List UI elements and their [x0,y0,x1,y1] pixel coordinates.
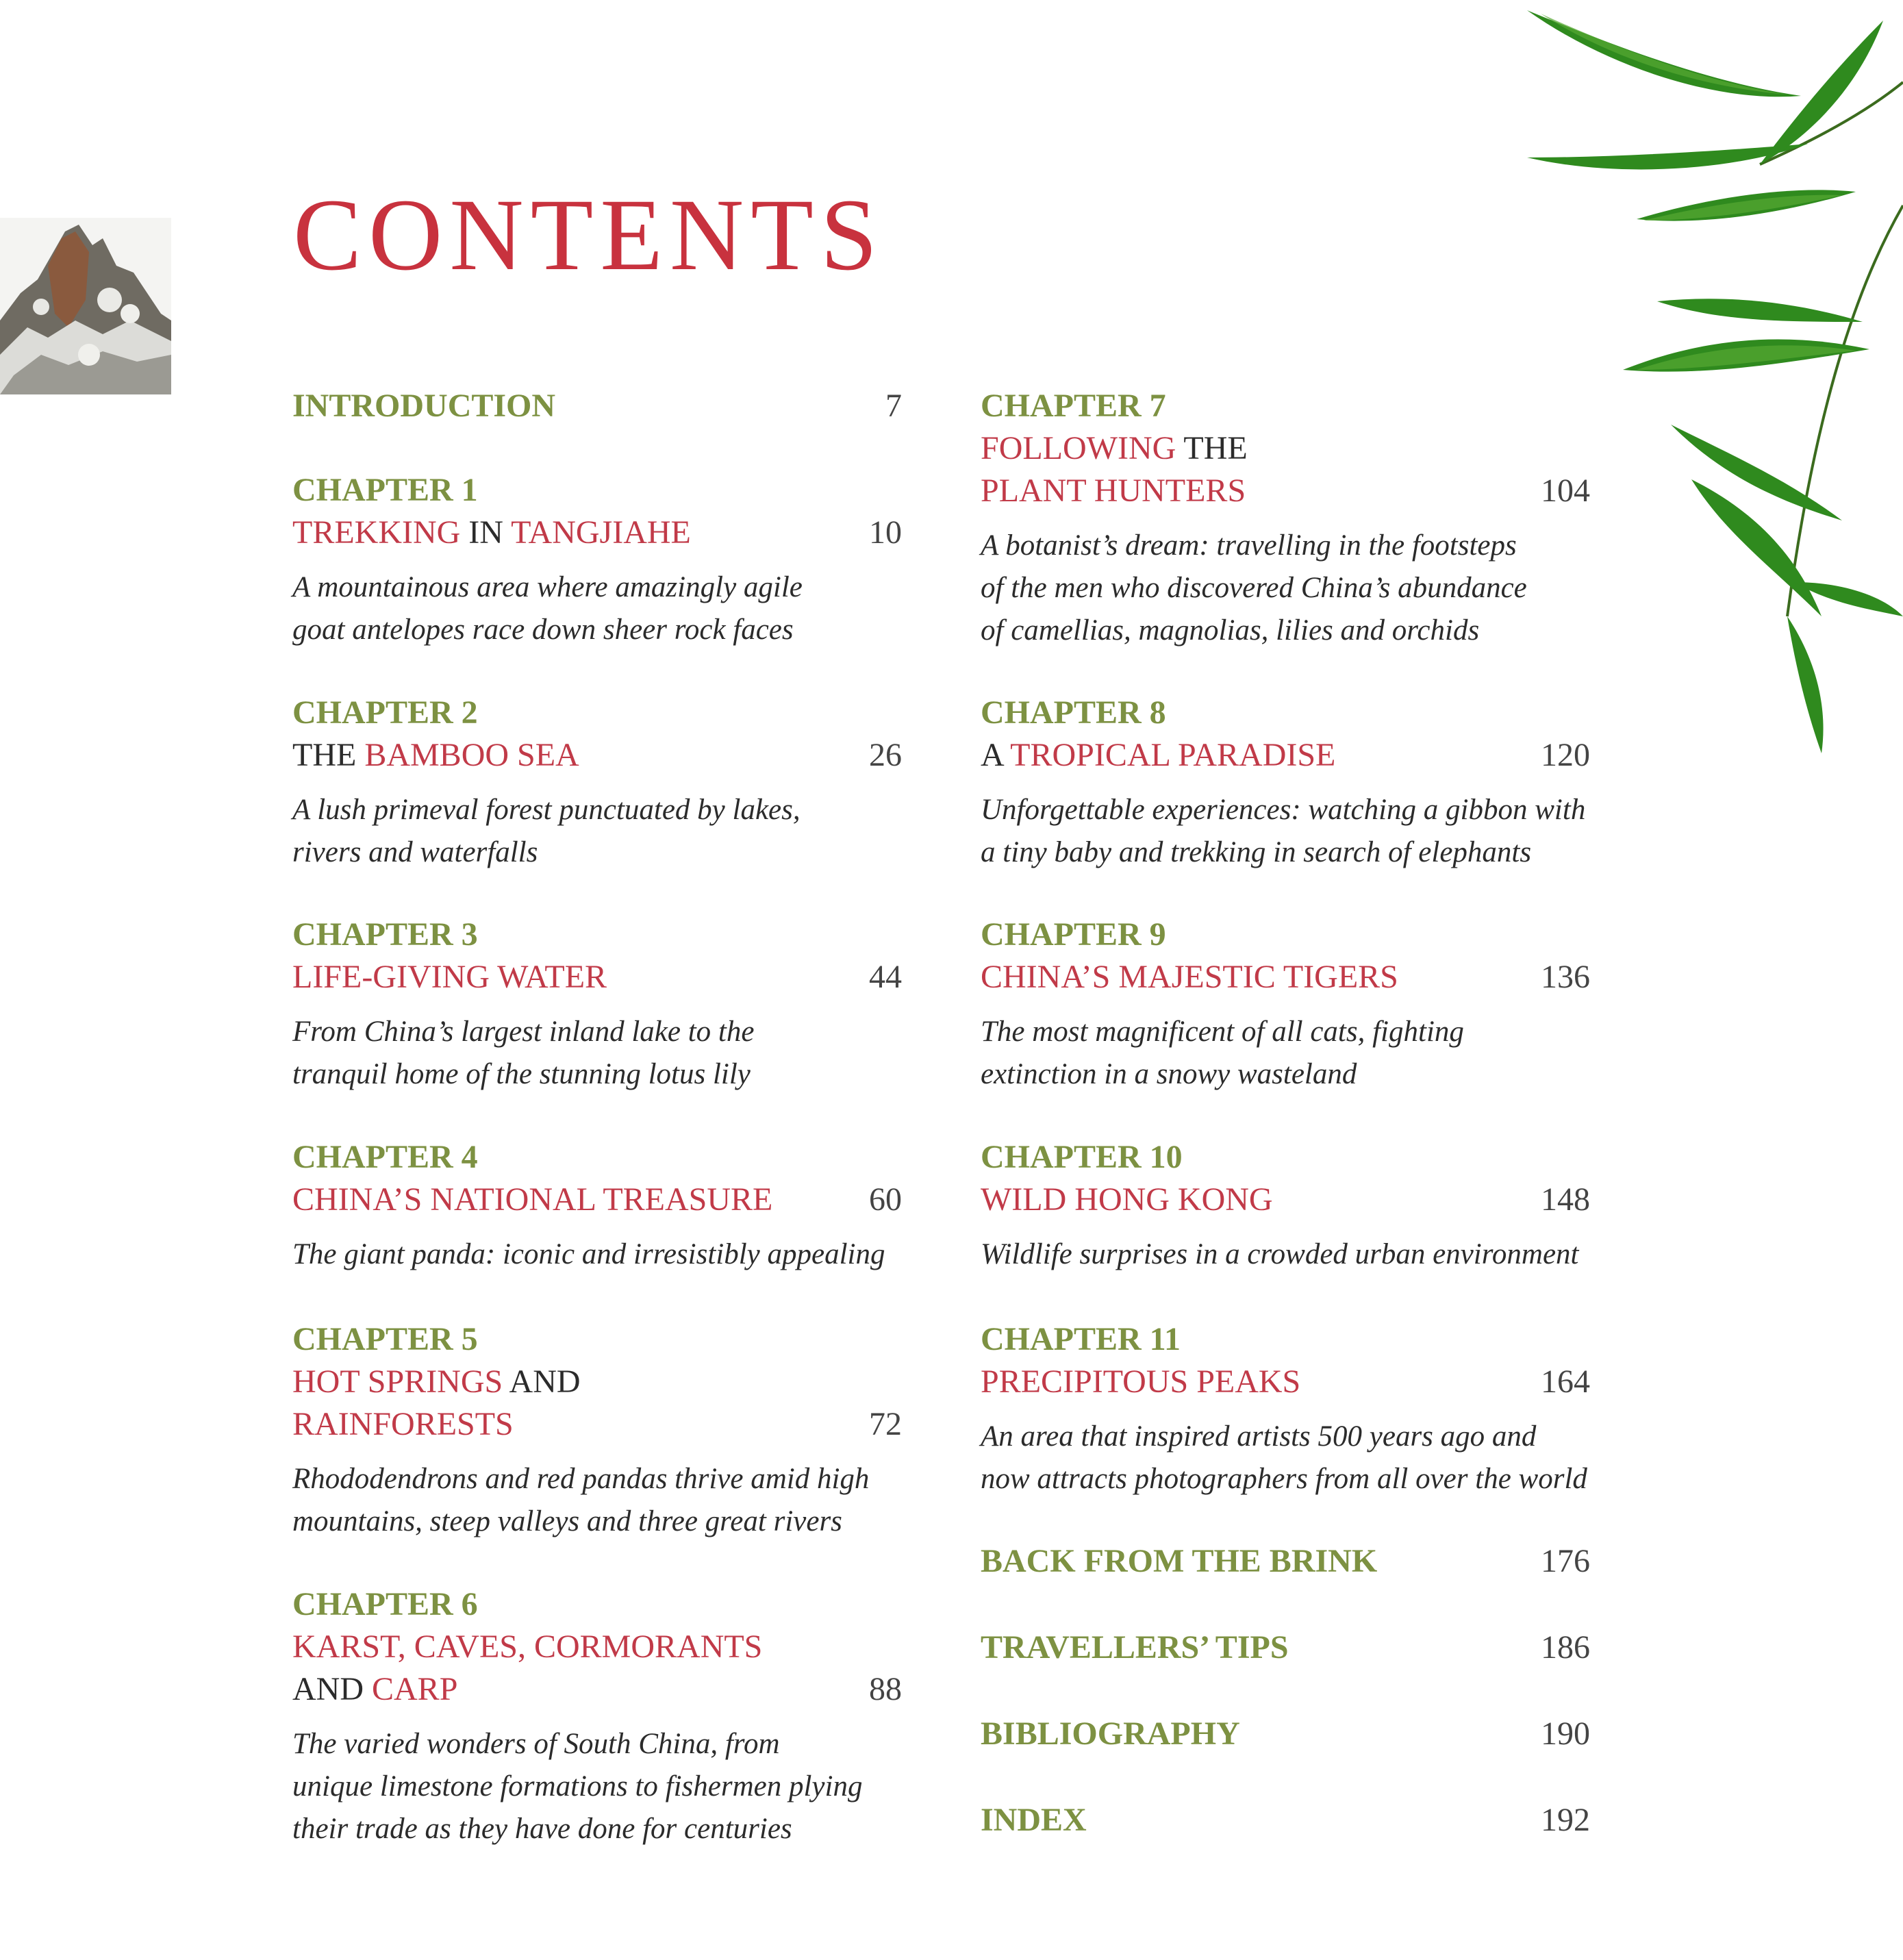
chapter-label: CHAPTER 11 [981,1321,1181,1357]
description-line: mountains, steep valleys and three great rivers [292,1505,842,1537]
chapter-label: CHAPTER 8 [981,694,1166,731]
chapter-description [981,789,1590,874]
title-part: PLANT HUNTERS [981,473,1246,509]
entry-label: BIBLIOGRAPHY [981,1716,1240,1752]
description-line: An area that inspired artists 500 years ago and [981,1420,1537,1453]
toc-entry-chapter-11[interactable] [981,1318,1590,1500]
page-number: 190 [1541,1716,1590,1752]
entry-label: TRAVELLERS’ TIPS [981,1629,1289,1666]
chapter-description [292,1723,902,1850]
chapter-label: CHAPTER 6 [292,1586,478,1622]
description-line: goat antelopes race down sheer rock faces [292,614,794,646]
description-line: The varied wonders of South China, from [292,1728,780,1760]
chapter-description [981,1011,1590,1096]
toc-entry-back-from-the-brink[interactable] [981,1540,1590,1583]
page-number: 148 [1541,1181,1590,1218]
page-number: 176 [1541,1543,1590,1579]
description-line: their trade as they have done for centuries [292,1813,792,1845]
title-part: PRECIPITOUS PEAKS [981,1364,1301,1400]
description-line: A mountainous area where amazingly agile [292,571,803,603]
title-part: THE [292,737,365,773]
chapter-label: CHAPTER 10 [981,1139,1183,1175]
toc-entry-chapter-10[interactable] [981,1136,1590,1276]
entry-label: INTRODUCTION [292,388,556,424]
chapter-description [292,789,902,874]
title-part: BAMBOO SEA [364,737,579,773]
title-part: AND [292,1671,372,1707]
chapter-title [981,956,1590,998]
title-part: RAINFORESTS [292,1406,514,1442]
title-part: CHINA’S MAJESTIC TIGERS [981,959,1398,995]
title-part: TROPICAL PARADISE [1010,737,1336,773]
toc-entry-index[interactable] [981,1799,1590,1842]
title-part: CARP [372,1671,458,1707]
chapter-label: CHAPTER 3 [292,916,478,953]
description-line: a tiny baby and trekking in search of elephants [981,836,1532,868]
toc-entry-chapter-6[interactable] [292,1583,902,1850]
description-line: The most magnificent of all cats, fighting [981,1016,1464,1048]
page-number: 88 [869,1671,902,1707]
description-line: rivers and waterfalls [292,836,538,868]
chapter-title [292,1179,902,1221]
chapter-description [981,525,1590,652]
toc-entry-chapter-9[interactable] [981,914,1590,1096]
title-part: KARST, CAVES, CORMORANTS [292,1629,763,1665]
page-number: 7 [885,388,902,424]
toc-entry-chapter-2[interactable] [292,692,902,874]
chapter-title [292,1626,902,1711]
chapter-description [292,1458,902,1543]
description-line: of the men who discovered China’s abundance [981,572,1527,604]
title-part: AND [503,1364,581,1400]
description-line: tranquil home of the stunning lotus lily [292,1058,751,1090]
page-number: 136 [1541,959,1590,995]
entry-label: INDEX [981,1802,1087,1838]
title-part: IN [460,514,512,551]
chapter-title [292,512,902,554]
title-part: THE [1176,430,1248,466]
page-number: 192 [1541,1802,1590,1838]
description-line: Unforgettable experiences: watching a gibbon with [981,794,1586,826]
mountain-photo [0,218,171,394]
chapter-description [981,1233,1590,1276]
description-line: now attracts photographers from all over the world [981,1463,1587,1495]
chapter-description [292,566,902,651]
description-line: of camellias, magnolias, lilies and orchids [981,614,1480,646]
title-part: CHINA’S NATIONAL TREASURE [292,1181,773,1218]
title-part: TREKKING [292,514,461,551]
description-line: A lush primeval forest punctuated by lakes, [292,794,801,826]
page-number: 10 [869,514,902,551]
toc-entry-chapter-4[interactable] [292,1136,902,1276]
chapter-description [981,1416,1590,1500]
toc-entry-travellers-tips[interactable] [981,1626,1590,1669]
chapter-label: CHAPTER 4 [292,1139,478,1175]
chapter-label: CHAPTER 9 [981,916,1166,953]
page-title: CONTENTS [293,178,885,292]
toc-entry-chapter-1[interactable] [292,469,902,651]
chapter-title [981,734,1590,777]
description-line: The giant panda: iconic and irresistibly appealing [292,1238,885,1270]
title-part: HOT SPRINGS [292,1364,503,1400]
description-line: extinction in a snowy wasteland [981,1058,1357,1090]
description-line: Rhododendrons and red pandas thrive amid high [292,1463,870,1495]
page-number: 60 [869,1181,902,1218]
title-part: FOLLOWING [981,430,1176,466]
chapter-title [981,1179,1590,1221]
chapter-title [292,956,902,998]
page-number: 26 [869,737,902,773]
toc-entry-chapter-3[interactable] [292,914,902,1096]
title-part: LIFE-GIVING WATER [292,959,607,995]
chapter-description [292,1233,902,1276]
description-line: A botanist’s dream: travelling in the footsteps [981,529,1517,562]
entry-label: BACK FROM THE BRINK [981,1543,1378,1579]
chapter-description [292,1011,902,1096]
title-part: A [981,737,1011,773]
chapter-label: CHAPTER 7 [981,388,1166,424]
title-part: WILD HONG KONG [981,1181,1273,1218]
page-number: 104 [1541,473,1590,509]
chapter-title [981,1361,1590,1403]
page-number: 44 [869,959,902,995]
chapter-title [292,1361,902,1446]
title-part: TANGJIAHE [511,514,691,551]
chapter-title [981,427,1590,512]
toc-entry-chapter-5[interactable] [292,1318,902,1543]
description-line: Wildlife surprises in a crowded urban environment [981,1238,1579,1270]
chapter-title [292,734,902,777]
toc-entry-chapter-8[interactable] [981,692,1590,874]
description-line: unique limestone formations to fishermen plying [292,1770,863,1802]
description-line: From China’s largest inland lake to the [292,1016,755,1048]
toc-entry-bibliography[interactable] [981,1713,1590,1755]
page-number: 164 [1541,1364,1590,1400]
page-number: 186 [1541,1629,1590,1666]
toc-entry-introduction[interactable] [292,385,902,427]
chapter-label: CHAPTER 5 [292,1321,478,1357]
chapter-label: CHAPTER 1 [292,472,478,508]
toc-entry-chapter-7[interactable] [981,385,1590,652]
chapter-label: CHAPTER 2 [292,694,478,731]
page-number: 72 [869,1406,902,1442]
page-number: 120 [1541,737,1590,773]
